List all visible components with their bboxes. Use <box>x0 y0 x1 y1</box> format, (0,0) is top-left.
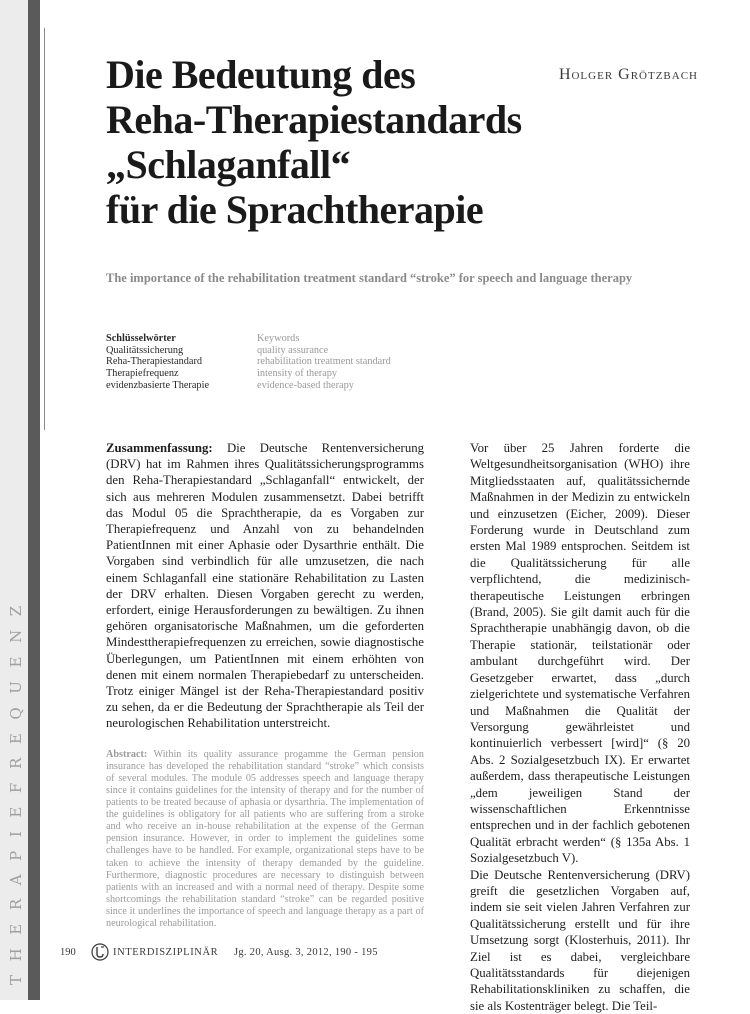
keyword-en: evidence-based therapy <box>257 379 354 391</box>
article-title <box>106 52 586 232</box>
abstract-label: Abstract: <box>106 748 148 760</box>
right-column <box>470 440 690 1014</box>
keyword-de: Qualitätssicherung <box>106 344 184 356</box>
abstract-paragraph <box>106 749 424 930</box>
keywords-english <box>257 333 391 392</box>
page-number: 190 <box>60 947 76 958</box>
keyword-de: Therapiefrequenz <box>106 368 179 380</box>
sidebar-bar <box>28 0 40 1000</box>
keyword-de: Reha-Therapiestandard <box>106 356 203 368</box>
summary-paragraph <box>106 440 424 732</box>
left-column <box>106 440 424 930</box>
summary-text: Die Deutsche Rentenversicherung (DRV) hat im Rahmen ihres Qualitätssicherungsprogramms den Reha-Therapiestandard „Schlaganfall“ entwickelt, der sich aus mehreren Modulen zusammensetzt. Dabei betrifft das Modul 05 die Sprachtherapie, da es Vorgaben zur Therapiefrequenz und Anzahl von zu behandelnden PatientInnen mit einer Aphasie oder Dysarthrie enthält. Die Vorgaben sind verbindlich für alle umzusetzen, die nach einem Schlaganfall eine stationäre Rehabilitation zu Lasten der DRV erhalten. Diesen Vorgaben gerecht zu werden, erfordert, einige Herausforderungen zu bewältigen. Zu ihnen gehören organisatorische Maßnahmen, um die geforderten Mindesttherapiefrequenzen zu erreichen, sowie diagnostische Überlegungen, um PatientInnen mit einem erhöhten von denen mit einem normalen Therapiebedarf zu unterscheiden. Trotz einiger Mängel ist der Reha-Therapiestandard positiv zu sehen, da er die Bedeutung der Sprachtherapie als Teil der neurologischen Rehabilitation unterstreicht. <box>106 441 425 731</box>
journal-logo-icon <box>90 942 110 962</box>
keyword-en: intensity of therapy <box>257 368 338 380</box>
citation: Jg. 20, Ausg. 3, 2012, 190 - 195 <box>234 947 378 958</box>
sidebar <box>0 0 40 1000</box>
summary-label: Zusammenfassung: <box>106 441 213 455</box>
title-line: Die Bedeutung des <box>106 52 416 97</box>
sidebar-label-text: THERAPIEFREQUENZ <box>7 592 25 985</box>
keywords-german-heading: Schlüsselwörter <box>106 333 176 344</box>
keyword-en: rehabilitation treatment standard <box>257 356 391 368</box>
keyword-de: evidenzbasierte Therapie <box>106 379 210 391</box>
title-line: „Schlaganfall“ <box>106 142 351 187</box>
body-paragraph: Die Deutsche Rentenversicherung (DRV) greift die gesetzlichen Vorgaben auf, indem sie seit vielen Jahren Verfahren zur Qualitätssicherung erstellt und für ihre Umsetzung sorgt (Klosterhuis, 2011). Ihr Ziel ist es dabei, vergleichbare Qualitätsstandards für diejenigen Rehabilitationskliniken zu schaffen, die sie als Kostenträger belegt. Die Teil- <box>470 867 690 1013</box>
sidebar-rule <box>44 28 45 430</box>
title-line: für die Sprachtherapie <box>106 187 484 232</box>
keyword-en: quality assurance <box>257 344 329 356</box>
title-line: Reha-Therapiestandards <box>106 97 522 142</box>
body-paragraph: Vor über 25 Jahren forderte die Weltgesundheitsorganisation (WHO) ihre Mitgliedsstaaten auf, qualitätssichernde Maßnahmen in der Medizin zu entwickeln und einzusetzen (Eicher, 2009). Dieser Forderung wurde in Deutschland zum ersten Mal 1989 entsprochen. Seitdem ist die Qualitätssicherung für alle verpflichtend, die medizinisch-therapeutische Leistungen erbringen (Brand, 2005). Sie gilt damit auch für die Sprachtherapie unabhängig davon, ob die Therapie stationär, teilstationär oder ambulant durchgeführt wird. Der Gesetzgeber erwartet, dass „durch zielgerichtete und systematische Verfahren und Maßnahmen die Qualität der Versorgung gewährleistet und kontinuierlich verbessert [wird]“ (§ 20 Abs. 2 Sozialgesetzbuch IX). Er erwartet außerdem, dass therapeutische Leistungen „dem jeweiligen Stand der wissenschaftlichen Erkenntnisse entsprechen und in der fachlich gebotenen Qualität erbracht werden“ (§ 135a Abs. 1 Sozialgesetzbuch V). <box>470 441 690 866</box>
journal-name: INTERDISZIPLINÄR <box>113 947 219 958</box>
article-subtitle: The importance of the rehabilitation treatment standard “stroke” for speech and language therapy <box>106 271 633 285</box>
keywords-german <box>106 333 209 392</box>
keywords-english-heading: Keywords <box>257 333 300 344</box>
sidebar-label <box>0 0 28 1000</box>
abstract-text: Within its quality assurance progamme the German pension insurance has developed the rehabilitation standard “stroke” which consists of several modules. The module 05 addresses speech and language therapy since it contains guidelines for the intensity of therapy and for the number of patients to be treated because of aphasia or dysarthria. The implementation of the guidelines is obligatory for all patients who are suffering from a stroke and who receive an in-house rehabilitation at the expense of the German pension insurance. However, in order to implement the guidelines some challenges have to be handled. For example, organizational steps have to be taken to achieve the intensity of therapy demanded by the guideline. Furthermore, diagnostic procedures are necessary to distinguish between patients with an increased and with a normal need of therapy. Despite some shortcomings the rehabilitation standard “stroke” can be regarded positive since it underlines the importance of speech and language therapy as a part of neurological rehabilitation. <box>106 748 424 929</box>
author-name: Holger Grötzbach <box>558 66 698 83</box>
